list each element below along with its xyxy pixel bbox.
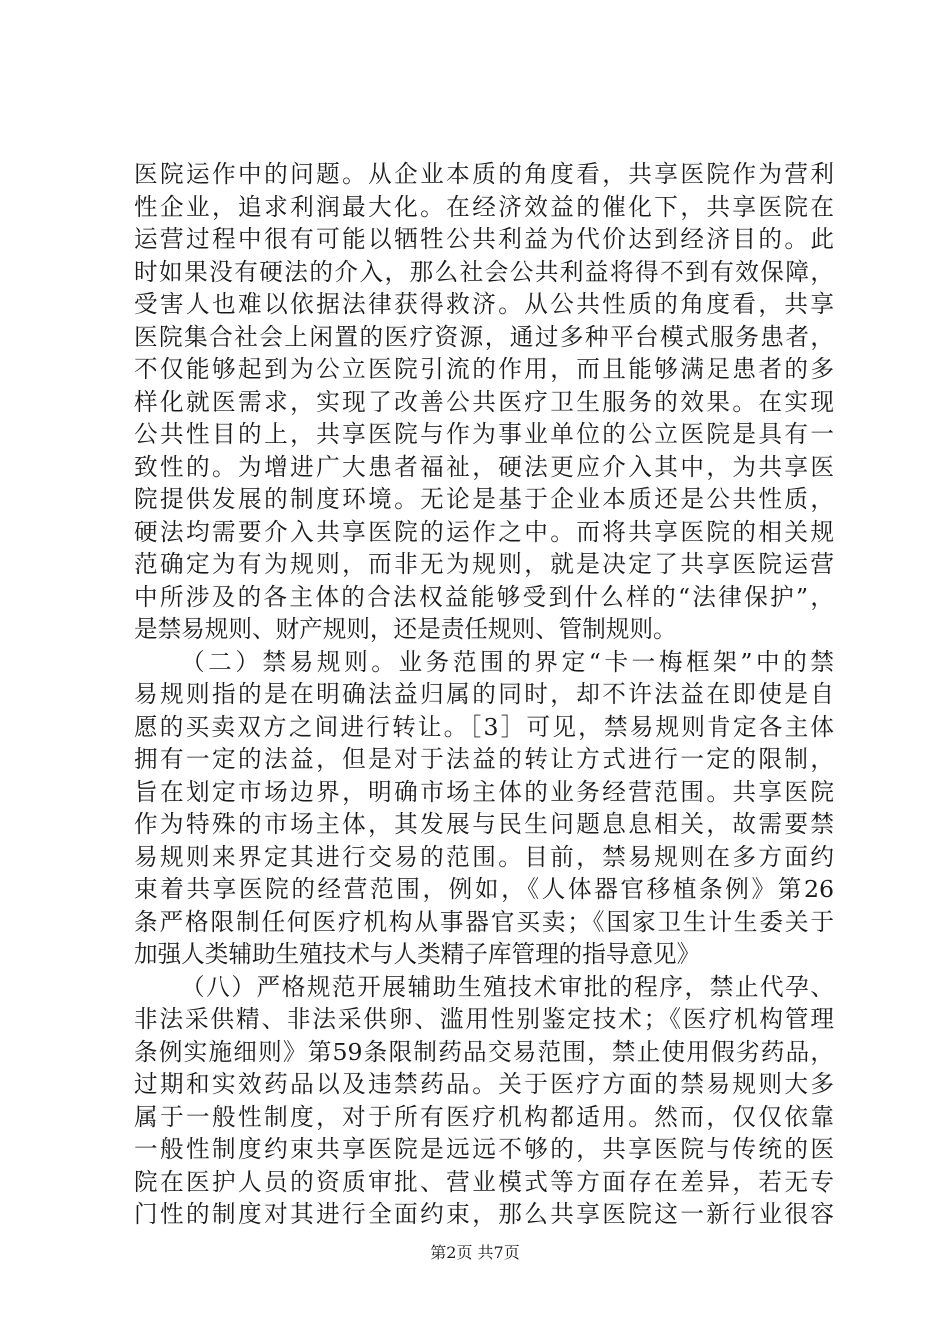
text-line: 致性的。为增进广大患者福祉，硬法更应介入其中，为共享医 bbox=[134, 452, 834, 481]
page-number-label: 第2页 共7页 bbox=[430, 1243, 520, 1262]
text-line: 医院集合社会上闲置的医疗资源，通过多种平台模式服务患者， bbox=[134, 322, 834, 351]
text-line: 易规则指的是在明确法益归属的同时，却不许法益在即使是自 bbox=[134, 680, 834, 708]
text-line: 硬法均需要介入共享医院的运作之中。而将共享医院的相关规 bbox=[134, 517, 834, 546]
text-line: 中所涉及的各主体的合法权益能够受到什么样的“法律保护”， bbox=[134, 582, 834, 611]
text-line: 属于一般性制度，对于所有医疗机构都适用。然而，仅仅依靠 bbox=[134, 1102, 834, 1131]
text-line: 医院运作中的问题。从企业本质的角度看，共享医院作为营利 bbox=[134, 160, 834, 188]
text-line: 作为特殊的市场主体，其发展与民生问题息息相关，故需要禁 bbox=[134, 810, 834, 838]
text-line: 非法采供精、非法采供卵、滥用性别鉴定技术；《医疗机构管理 bbox=[134, 1005, 834, 1033]
text-line: 束着共享医院的经营范围，例如，《人体器官移植条例》第26 bbox=[134, 875, 834, 903]
page-footer bbox=[0, 1240, 950, 1263]
text-line: 院提供发展的制度环境。无论是基于企业本质还是公共性质， bbox=[134, 485, 834, 513]
text-line: 不仅能够起到为公立医院引流的作用，而且能够满足患者的多 bbox=[134, 355, 834, 383]
text-line: 拥有一定的法益，但是对于法益的转让方式进行一定的限制， bbox=[134, 745, 834, 773]
text-line: 条例实施细则》第59条限制药品交易范围，禁止使用假劣药品， bbox=[134, 1037, 834, 1066]
text-line: 运营过程中很有可能以牺牲公共利益为代价达到经济目的。此 bbox=[134, 225, 834, 253]
text-line: 旨在划定市场边界，明确市场主体的业务经营范围。共享医院 bbox=[134, 777, 834, 806]
text-line: 范确定为有为规则，而非无为规则，就是决定了共享医院运营 bbox=[134, 550, 834, 578]
document-body bbox=[134, 158, 834, 1231]
paragraph-start-line: （八）严格规范开展辅助生殖技术审批的程序，禁止代孕、 bbox=[181, 972, 834, 1001]
text-line: 一般性制度约束共享医院是远远不够的，共享医院与传统的医 bbox=[134, 1135, 834, 1163]
text-line: 时如果没有硬法的介入，那么社会公共利益将得不到有效保障， bbox=[134, 257, 834, 286]
text-line: 样化就医需求，实现了改善公共医疗卫生服务的效果。在实现 bbox=[134, 387, 834, 416]
text-line: 公共性目的上，共享医院与作为事业单位的公立医院是具有一 bbox=[134, 420, 834, 448]
text-line: 过期和实效药品以及违禁药品。关于医疗方面的禁易规则大多 bbox=[134, 1070, 834, 1098]
section-heading-line: （二）禁易规则。业务范围的界定“卡一梅框架”中的禁 bbox=[181, 647, 834, 676]
text-line: 是禁易规则、财产规则，还是责任规则、管制规则。 bbox=[134, 615, 677, 643]
text-line: 易规则来界定其进行交易的范围。目前，禁易规则在多方面约 bbox=[134, 842, 834, 871]
text-line: 性企业，追求利润最大化。在经济效益的催化下，共享医院在 bbox=[134, 192, 834, 221]
text-line: 愿的买卖双方之间进行转让。［3］可见，禁易规则肯定各主体 bbox=[134, 712, 834, 741]
text-line: 院在医护人员的资质审批、营业模式等方面存在差异，若无专 bbox=[134, 1167, 834, 1196]
text-line: 门性的制度对其进行全面约束，那么共享医院这一新行业很容 bbox=[134, 1200, 834, 1228]
text-line: 加强人类辅助生殖技术与人类精子库管理的指导意见》 bbox=[134, 940, 701, 968]
text-line: 受害人也难以依据法律获得救济。从公共性质的角度看，共享 bbox=[134, 290, 834, 318]
text-line: 条严格限制任何医疗机构从事器官买卖；《国家卫生计生委关于 bbox=[134, 907, 834, 936]
